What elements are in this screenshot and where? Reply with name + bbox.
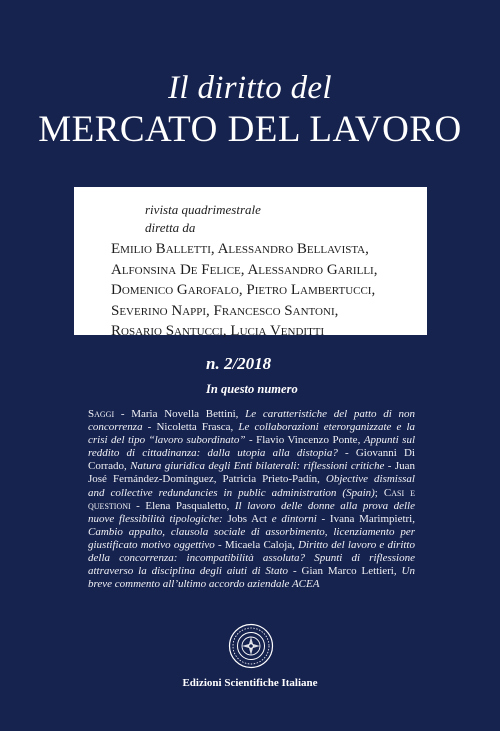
toc-segment: Diritto del lavoro e diritto della concorrenza: incompatibilità assoluta? Spunti di riflessione attraverso la disciplina degli aiuti di Stato: [88, 538, 415, 578]
toc-segment: - Flavio Vincenzo Ponte,: [245, 434, 364, 447]
toc-segment: Objective dismissal and collective redundancies in public administration (Spain): [88, 473, 415, 499]
toc-segment: ;: [374, 486, 384, 499]
toc-segment: Un breve commento all’ultimo accordo aziendale ACEA: [88, 565, 415, 591]
editors-line: Severino Nappi, Francesco Santoni,: [111, 302, 339, 319]
editors-line: Alfonsina De Felice, Alessandro Garilli,: [111, 261, 378, 278]
toc-segment: - Ivana Marimpietri,: [316, 512, 415, 525]
toc-segment: - Juan José Fernández-Domínguez, Patricia Prieto-Padín,: [88, 460, 416, 486]
editors-line: Emilio Balletti, Alessandro Bellavista,: [111, 241, 369, 257]
toc-segment: - Giovanni Di Corrado,: [88, 447, 415, 473]
toc-segment: - Micaela Caloja,: [214, 538, 299, 551]
editors-line: Domenico Garofalo, Pietro Lambertucci,: [111, 282, 376, 298]
toc-segment: - Elena Pasqualetto,: [130, 499, 235, 512]
toc-segment: - Maria Novella Bettini,: [114, 408, 246, 420]
toc-segment: e dintorni: [271, 512, 317, 525]
in-this-issue-heading: In questo numero: [206, 382, 298, 396]
toc-segment: - Nicoletta Frasca,: [142, 421, 239, 434]
toc-segment: Le caratteristiche del patto di non concorrenza: [88, 408, 415, 434]
editors-box: [74, 187, 427, 339]
subtitle: rivista quadrimestrale: [145, 202, 261, 217]
toc-segment: Jobs Act: [222, 512, 272, 525]
toc-segment: Casi e questioni: [88, 486, 416, 512]
table-of-contents: [88, 408, 415, 591]
issue-number: n. 2/2018: [206, 354, 272, 373]
publisher-emblem-icon: [228, 623, 274, 669]
directed-by: diretta da: [145, 220, 196, 235]
toc-segment: Il lavoro delle donne alla prova delle nuove flessibilità tipologiche:: [88, 499, 415, 525]
toc-segment: Le collaborazioni eterorganizzate e la crisi del tipo “lavoro subordinato”: [88, 421, 416, 447]
publisher-name: Edizioni Scientifiche Italiane: [182, 677, 318, 689]
title-line-2: MERCATO DEL LAVORO: [38, 109, 462, 150]
editors-line: Rosario Santucci, Lucia Venditti: [111, 323, 325, 339]
toc-segment: Appunti sul reddito di cittadinanza: dalla utopia alla distopia?: [88, 434, 415, 460]
toc-segment: Saggi: [88, 408, 115, 420]
title-line-1: Il diritto del: [168, 70, 332, 106]
toc-segment: Natura giuridica degli Enti bilaterali: riflessioni critiche: [130, 460, 385, 473]
toc-segment: - Gian Marco Lettieri,: [288, 565, 402, 578]
toc-segment: Cambio appalto, clausola sociale di assorbimento, licenziamento per giustificato motivo oggettivo: [88, 525, 415, 551]
